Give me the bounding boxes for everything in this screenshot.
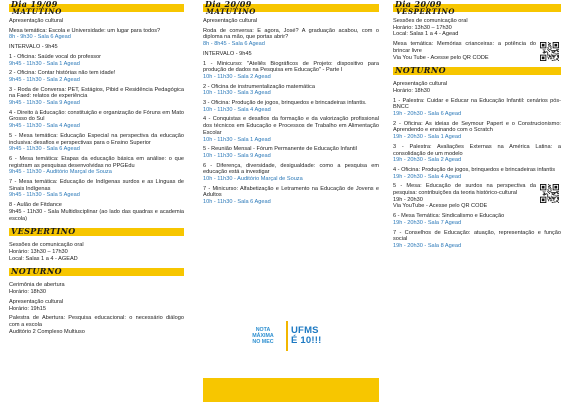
schedule-text: 7 - Mesa temática: Educação de Indígenas surdos e as Línguas de Sinais Indígenas <box>9 179 184 192</box>
schedule-time-location: 10h - 11h30 - Sala 3 Agead <box>203 90 271 97</box>
schedule-text: Via You Tube - Acesse pelo QR CODE <box>393 54 489 61</box>
schedule-item <box>393 121 561 141</box>
schedule-time-location: 19h - 20h30 - Sala 4 Agead <box>393 173 462 180</box>
schedule-item <box>9 179 184 199</box>
schedule-text: 2 - Oficina: As ideias de Seymour Papert e o Construcionismo: Aprendendo e ensinando com o Scratch <box>393 120 561 134</box>
schedule-text: Mesa temática: Escola e Universidade: um lugar para todos? <box>9 27 161 34</box>
ufms-badge <box>243 316 335 356</box>
schedule-item <box>393 183 561 210</box>
schedule-time-location: 19h - 20h30 - Sala 2 Agead <box>393 157 462 164</box>
schedule-block <box>393 18 561 61</box>
banner-noturno <box>9 265 184 280</box>
schedule-text: Local: Salas 1 a 4 - AGEAD <box>9 255 78 262</box>
schedule-text: Local: Salas 1 a 4 - Agead <box>393 31 459 38</box>
schedule-item <box>9 18 184 25</box>
schedule-text: Sessões de comunicação oral <box>9 242 84 249</box>
schedule-text: Apresentação cultural <box>203 18 258 24</box>
schedule-item <box>9 242 184 262</box>
schedule-time-location: 19h - 20h30 - Sala 1 Agead <box>393 134 462 141</box>
qr-row <box>393 183 561 210</box>
schedule-time-location: 9h45 - 11h30 - Sala 1 Agead <box>9 60 80 67</box>
column-dia-19 <box>9 0 184 338</box>
schedule-text: 9h45 - 11h30 - Sala Multidisciplinar (ao lado das quadras e academia escola) <box>9 208 184 222</box>
nota-maxima-label <box>243 327 283 345</box>
schedule-text: 7 - Minicurso: Alfabetização e Letramento na Educação de Jovens e Adultos <box>203 185 379 199</box>
banner-period: NOTURNO <box>395 65 446 76</box>
schedule-item <box>9 202 184 222</box>
schedule-item <box>9 315 184 335</box>
schedule-text: 19h - 20h30 <box>393 196 423 203</box>
schedule-text: 4 - Oficina: Produção de jogos, brinquedos e brincadeiras infantis <box>393 166 556 173</box>
schedule-item <box>393 81 561 94</box>
banner-dia-20 <box>203 1 379 16</box>
schedule-item <box>9 28 184 41</box>
divider <box>286 321 288 351</box>
schedule-item <box>203 116 379 143</box>
schedule-time-location: 10h - 11h30 - Sala 1 Agead <box>203 136 271 143</box>
schedule-time-location: 10h - 11h30 - Sala 9 Agead <box>203 152 271 159</box>
qr-code-icon[interactable] <box>540 184 559 203</box>
schedule-time-location: 10h - 11h30 - Auditório Marçal de Souza <box>203 176 303 183</box>
schedule-item <box>203 186 379 206</box>
schedule-item <box>393 41 561 61</box>
schedule-text: Via YouTube - Acesse pelo QR CODE <box>393 203 488 210</box>
schedule-block <box>393 81 561 249</box>
schedule-text: 4 - Conquistas e desafios da formação e da valorização profissional dos técnicos em Educação e Processos de Trabalho em Alimentação Escolar <box>203 116 379 136</box>
banner-period: MATUTINO <box>12 7 62 16</box>
schedule-time-location: 9h45 - 11h30 - Sala 5 Agead <box>9 192 80 199</box>
schedule-text: 3 - Oficina: Produção de jogos, brinquedos e brincadeiras infantis. <box>203 100 367 107</box>
schedule-time-location: 19h - 20h30 - Sala 7 Agead <box>393 219 462 226</box>
schedule-time-location: 8h - 9h30 - Sala 6 Agead <box>9 34 71 41</box>
schedule-item <box>9 299 184 312</box>
banner-dia-20-vespertino <box>393 1 561 16</box>
qr-code-icon[interactable] <box>540 42 559 61</box>
schedule-text: Horário: 18h30 <box>9 289 47 296</box>
note-line: MÁXIMA <box>252 333 274 339</box>
schedule-text: 1 - Minicurso: "Ateliês Biográficos de Projeto: dispositivo para produção de dados na Pesquisa em Educação" - Parte I <box>203 60 379 74</box>
schedule-time-location: 9h45 - 11h30 - Sala 9 Agead <box>9 100 80 107</box>
schedule-time-location: 9h45 - 11h30 - Auditório Marçal de Souza <box>9 169 112 176</box>
ufms-line: É 10!!! <box>291 335 322 346</box>
schedule-text: INTERVALO - 9h45 <box>203 50 252 57</box>
schedule-time-location: 10h - 11h30 - Sala 4 Agead <box>203 106 271 113</box>
schedule-time-location: 19h - 20h30 - Sala 6 Agead <box>393 111 462 118</box>
schedule-text: 1 - Oficina: Saúde vocal do professor <box>9 53 102 60</box>
schedule-time-location: 9h45 - 11h30 - Sala 4 Agead <box>9 123 80 130</box>
note-line: NO MEC <box>252 339 274 345</box>
schedule-item <box>393 230 561 250</box>
schedule-text: 5 - Mesa: Educação de surdos na perspectiva da pesquisa: contribuições da teoria histórico-cultural <box>393 183 536 197</box>
schedule-text: 8 - Aulão de Fitdance <box>9 202 62 209</box>
schedule-item <box>9 54 184 67</box>
schedule-text: Apresentação cultural <box>393 81 448 88</box>
schedule-text: 2 - Oficina: Contar histórias não tem idade! <box>9 70 116 77</box>
schedule-item <box>9 282 184 295</box>
column-dia-20-tarde-noite <box>393 0 561 253</box>
schedule-item <box>203 146 379 159</box>
schedule-time-location: 8h - 8h45 - Sala 6 Agead <box>203 41 265 48</box>
schedule-text: Horário: 13h30 – 17h30 <box>9 248 68 255</box>
schedule-text: 6 - Diferença, diversidade, desigualdade: como a pesquisa em educação está a investigar <box>203 162 379 176</box>
banner-period: VESPERTINO <box>11 226 76 237</box>
schedule-text: Apresentação cultural <box>9 18 64 24</box>
schedule-item <box>9 70 184 83</box>
schedule-text: Palestra de Abertura: Pesquisa educacional: o necessário diálogo com a escola <box>9 315 184 328</box>
schedule-block <box>203 18 379 206</box>
schedule-item <box>9 110 184 130</box>
qr-row <box>393 41 561 61</box>
schedule-item <box>393 98 561 118</box>
schedule-item <box>9 87 184 107</box>
schedule-text: 3 - Palestra: Avaliações Externas na América Latina: a consolidação de um modelo <box>393 143 561 157</box>
decorative-yellow-block <box>203 378 379 402</box>
schedule-text: Auditório 2 Complexo Multiuso <box>9 328 85 335</box>
schedule-text: 5 - Reunião Mensal - Fórum Permanente de Educação Infantil <box>203 146 357 153</box>
schedule-block <box>9 18 184 222</box>
banner-period: NOTURNO <box>11 266 62 277</box>
schedule-item <box>203 100 379 113</box>
schedule-text: 7 - Conselhos de Educação: atuação, representação e função social <box>393 229 561 243</box>
note-line: NOTA <box>255 327 271 333</box>
banner-noturno <box>393 64 561 79</box>
ufms-logo-text <box>291 326 321 346</box>
schedule-item <box>9 133 184 153</box>
banner-dia-19 <box>9 1 184 16</box>
schedule-text: Mesa temática: Memórias crianceiras: a potência do brincar livre <box>393 41 536 54</box>
schedule-text: Apresentação cultural <box>9 298 64 305</box>
schedule-item <box>393 213 561 226</box>
schedule-item <box>203 163 379 183</box>
schedule-item <box>393 18 561 38</box>
schedule-block <box>9 242 184 262</box>
schedule-item <box>393 167 561 180</box>
schedule-time-location: 9h45 - 11h30 - Sala 6 Agead <box>9 146 80 153</box>
schedule-text: 3 - Roda de Conversa: PET, Estágios, Pibid e Residência Pedagógica na Faed: relatos de experiência <box>9 86 184 100</box>
schedule-time-location: 19h - 20h30 - Sala 8 Agead <box>393 242 462 249</box>
schedule-item <box>203 61 379 81</box>
schedule-text: Cerimônia de abertura <box>9 282 65 289</box>
schedule-item <box>203 51 379 58</box>
schedule-time-location: 10h - 11h30 - Sala 6 Agead <box>203 199 271 206</box>
banner-period: VESPERTINO <box>396 7 456 16</box>
schedule-text: 5 - Mesa temática: Educação Especial na perspectiva da educação inclusiva: desafios e perspectivas para o Ensino Superior <box>9 132 184 146</box>
banner-date: Dia 20/09 <box>395 0 442 9</box>
ufms-line: UFMS <box>291 325 319 336</box>
schedule-text: INTERVALO - 9h45 <box>9 44 58 51</box>
schedule-item <box>9 44 184 51</box>
schedule-text: 1 - Palestra: Cuidar e Educar na Educação Infantil: cenários pós-BNCC <box>393 97 561 111</box>
banner-date: Dia 19/09 <box>11 0 58 9</box>
schedule-block <box>9 282 184 335</box>
schedule-item <box>203 18 379 25</box>
schedule-item <box>203 28 379 48</box>
schedule-text: Horário: 18h30 <box>393 87 431 94</box>
schedule-text: 2 - Oficina de instrumentalização matemática <box>203 83 315 90</box>
column-dia-20-matutino <box>203 0 379 209</box>
schedule-text: Horário: 13h30 – 17h30 <box>393 24 452 31</box>
schedule-item <box>9 156 184 176</box>
banner-vespertino <box>9 225 184 240</box>
schedule-text: Horário: 19h15 <box>9 305 47 312</box>
schedule-text: Sessões de comunicação oral <box>393 18 468 24</box>
schedule-text: 4 - Direito à Educação: constituição e organização de Fóruns em Mato Grosso do Sul <box>9 109 184 123</box>
schedule-time-location: 9h45 - 11h30 - Sala 2 Agead <box>9 76 80 83</box>
schedule-text: 6 - Mesa temática: Etapas da educação básica em análise: o que registram as pesquisas desenvolvidas no PPGEdu <box>9 155 184 169</box>
schedule-text: 6 - Mesa Temática: Sindicalismo e Educação <box>393 213 505 220</box>
banner-date: Dia 20/09 <box>205 0 252 9</box>
schedule-time-location: 10h - 11h30 - Sala 2 Agead <box>203 73 271 80</box>
schedule-item <box>393 144 561 164</box>
banner-period: MATUTINO <box>206 7 256 16</box>
schedule-item <box>203 84 379 97</box>
schedule-text: Roda de conversa: E agora, José? A graduação acabou, com o diploma na mão, que portas abrir? <box>203 27 379 41</box>
